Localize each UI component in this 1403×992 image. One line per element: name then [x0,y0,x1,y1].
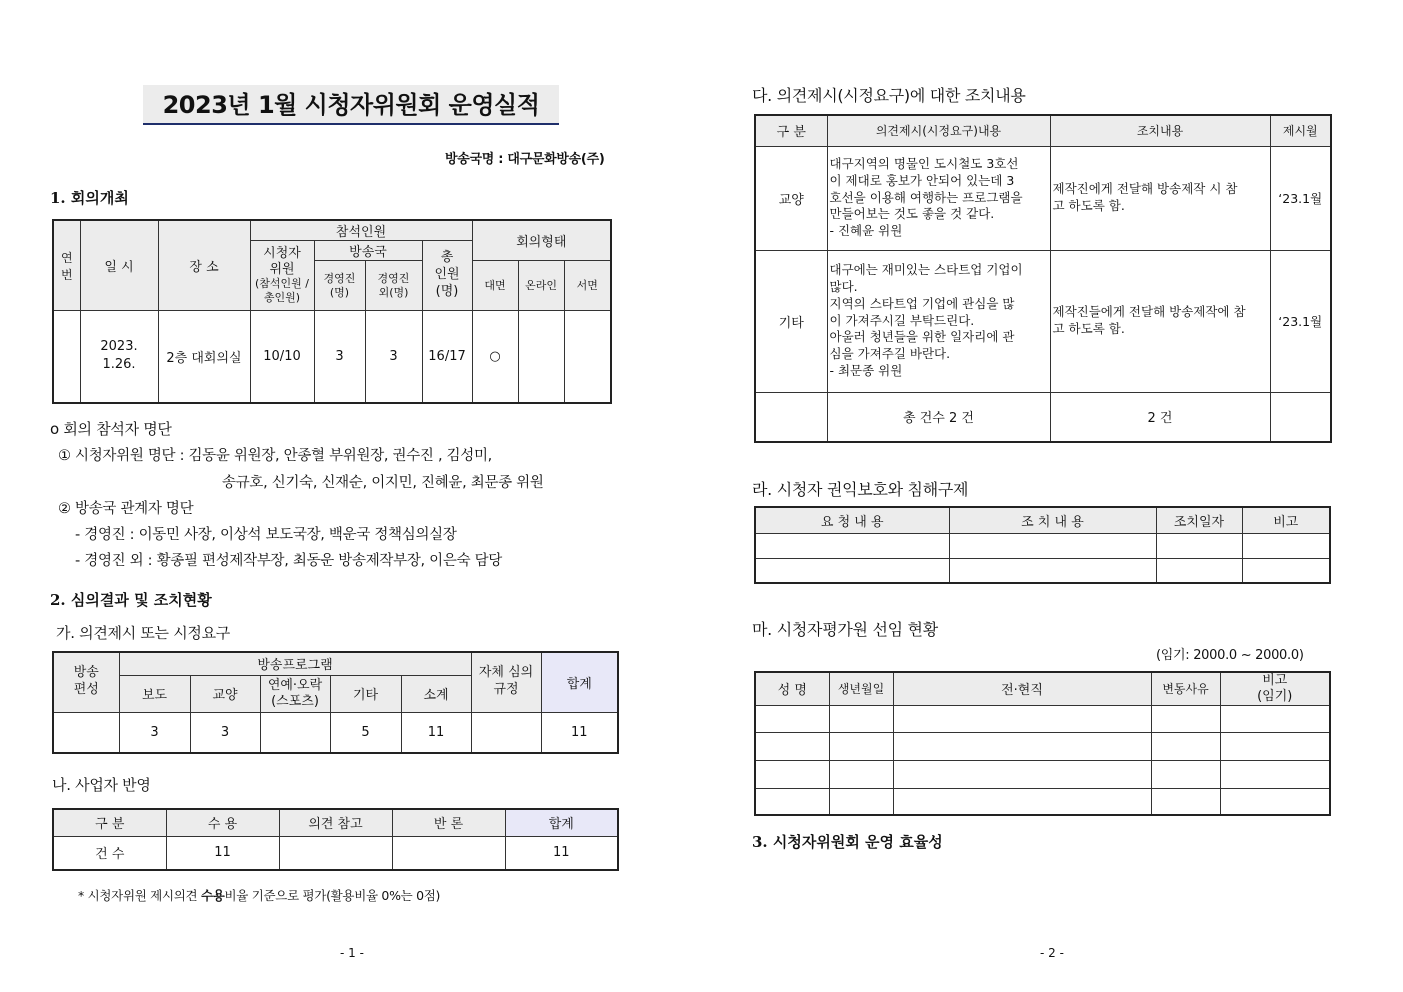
opinion-line: - 진혜윤 위원 [829,223,903,239]
attendees-line-2: 송규호, 신기숙, 신재순, 이지민, 진혜윤, 최문종 위원 [222,475,544,491]
header-accept: 수 용 [166,809,279,836]
page-number: - 1 - [340,946,364,960]
header-name: 성 명 [755,672,829,705]
evaluator-table [754,671,1331,816]
opinion-line: 호선을 이용해 여행하는 프로그램을 [829,189,1023,205]
cell-action [1050,146,1270,250]
header-subtotal: 소계 [401,675,471,712]
section-1-title: 1. 회의개최 [50,189,129,207]
cell-viewer: 10/10 [250,311,314,403]
header-note-sub: (임기) [1257,688,1293,704]
opinion-line: 심을 가져주길 바란다. [829,346,951,362]
cell-empty [1270,392,1331,442]
table-row [755,705,1330,732]
cell-month: ‘23.1월 [1270,250,1331,392]
term-period: (임기: 2000.0 ~ 2000.0) [1156,648,1304,663]
header-note: 비고 [1242,507,1330,533]
cell-no [53,311,80,403]
header-date: 조치일자 [1156,507,1242,533]
action-line: 고 하도록 함. [1052,198,1125,213]
opinion-line: - 최문종 위원 [829,363,903,379]
attendees-title: o 회의 참석자 명단 [50,420,172,438]
cell-nonmgmt: 3 [365,311,422,403]
footnote [78,886,440,904]
cell-reference [279,836,392,870]
header-job: 전·현직 [893,672,1151,705]
header-total: 합계 [541,652,618,712]
cell-date-year: 2023. [100,339,138,355]
action-line: 고 하도록 함. [1052,321,1125,336]
opinion-line: 많다. [829,278,858,294]
header-total: 합계 [505,809,618,836]
table-row [755,732,1330,760]
header-reference: 의견 참고 [279,809,392,836]
opinion-line: 지역의 스타트업 기업에 관심을 많 [829,295,1015,311]
rights-table [754,506,1331,584]
header-entertainment-sub: (스포츠) [271,693,319,709]
cell-culture: 3 [190,712,260,753]
meeting-table [52,219,612,404]
subsection-ga-title: 가. 의견제시 또는 시정요구 [56,624,230,642]
header-meeting-form: 회의형태 [472,220,611,261]
cell-total: 16/17 [422,311,472,403]
header-viewer [250,241,314,311]
cell-date [80,311,158,403]
section-3-title: 3. 시청자위원회 운영 효율성 [752,833,943,851]
opinion-line: 아울러 청년들을 위한 일자리에 관 [829,329,1015,345]
header-date: 일 시 [80,220,158,311]
cell-date-day: 1.26. [102,357,136,373]
opinion-line: 대구에는 재미있는 스타트업 기업이 [829,261,1023,277]
program-table [52,651,619,754]
header-self-review: 자체 심의규정 [471,652,541,712]
attendees-line-1: ① 시청자위원 명단 : 김동윤 위원장, 안종혈 부위원장, 권수진 , 김성미, [58,448,492,464]
cell-opinion [827,250,1050,392]
footnote-post: 비율 기준으로 평가(활용비율 0%는 0점) [224,888,441,903]
header-viewer-sub: (참석인원 /총인원) [255,277,309,305]
footnote-pre: * 시청자위원 제시의견 [78,888,201,903]
cell-news: 3 [119,712,190,753]
attendees-line-5: - 경영진 외 : 황종필 편성제작부장, 최동운 방송제작부장, 이은숙 담당 [75,553,503,569]
cell-empty [755,392,827,442]
cell-class: 기타 [755,250,827,392]
subsection-ma-title: 마. 시청자평가원 선임 현황 [752,620,938,639]
cell-self-review [471,712,541,753]
header-action: 조 치 내 용 [949,507,1156,533]
action-line: 제작진들에게 전달해 방송제작에 참 [1052,304,1246,320]
header-class: 구 분 [755,115,827,146]
header-viewer-label: 시청자 위원 [263,246,301,277]
table-row [755,760,1330,788]
cell-class: 교양 [755,146,827,250]
header-type: 방송 편성 [53,652,119,712]
header-online: 온라인 [518,261,564,311]
header-news: 보도 [119,675,190,712]
action-table [754,114,1332,443]
subsection-na-title: 나. 사업자 반영 [52,776,151,794]
cell-type [53,712,119,753]
header-face: 대면 [472,261,518,311]
cell-face: ○ [472,311,518,403]
reflection-table [52,808,619,871]
cell-accept: 11 [166,836,279,870]
header-program: 방송프로그램 [119,652,471,675]
cell-mgmt: 3 [314,311,365,403]
header-class: 구 분 [53,809,166,836]
cell-written [564,311,611,403]
header-attendance: 참석인원 [250,220,472,241]
cell-total: 11 [541,712,618,753]
table-row [755,146,1331,250]
header-no: 연번 [53,220,80,311]
cell-total-action: 2 건 [1050,392,1270,442]
cell-opinion [827,146,1050,250]
header-change: 변동사유 [1151,672,1220,705]
opinion-line: 이 가져주시길 부탁드린다. [829,312,975,328]
header-nonmgmt: 경영진 외(명) [365,261,422,311]
broadcaster-name: 방송국명 : 대구문화방송(주) [445,152,605,167]
page-2 [700,0,1403,992]
cell-entertainment [260,712,330,753]
cell-subtotal: 11 [401,712,471,753]
header-total: 총 인원 (명) [422,241,472,311]
header-mgmt: 경영진 (명) [314,261,365,311]
table-row [755,558,1330,583]
subsection-da-title: 다. 의견제시(시정요구)에 대한 조치내용 [752,86,1026,105]
footnote-bold: 수용 [200,888,225,903]
cell-count-label: 건 수 [53,836,166,870]
header-written: 서면 [564,261,611,311]
header-month: 제시월 [1270,115,1331,146]
opinion-line: 대구지역의 명물인 도시철도 3호선 [829,155,1019,171]
opinion-line: 만들어보는 것도 좋을 것 같다. [829,206,995,222]
header-entertainment-label: 연예·오락 [267,677,323,693]
section-2-title: 2. 심의결과 및 조치현황 [50,591,212,609]
cell-total-label: 총 건수 2 건 [827,392,1050,442]
page-number: - 2 - [1040,946,1064,960]
header-place: 장 소 [158,220,250,311]
header-opinion: 의견제시(시정요구)내용 [827,115,1050,146]
cell-online [518,311,564,403]
cell-place: 2층 대회의실 [158,311,250,403]
header-entertainment [260,675,330,712]
attendees-line-3: ② 방송국 관계자 명단 [58,501,194,517]
subsection-ra-title: 라. 시청자 권익보호와 침해구제 [752,480,969,499]
cell-action [1050,250,1270,392]
header-station: 방송국 [314,241,422,261]
page-1 [0,0,700,992]
cell-total: 11 [505,836,618,870]
document-title: 2023년 1월 시청자위원회 운영실적 [143,85,559,125]
header-etc: 기타 [330,675,401,712]
cell-rebuttal [392,836,505,870]
header-request: 요 청 내 용 [755,507,949,533]
cell-etc: 5 [330,712,401,753]
header-culture: 교양 [190,675,260,712]
header-note [1220,672,1330,705]
opinion-line: 이 제대로 홍보가 안되어 있는데 3 [829,172,1015,188]
header-rebuttal: 반 론 [392,809,505,836]
header-birth: 생년월일 [829,672,893,705]
table-row [755,250,1331,392]
header-note-label: 비고 [1262,673,1288,689]
cell-month: ‘23.1월 [1270,146,1331,250]
table-row [755,533,1330,558]
attendees-line-4: - 경영진 : 이동민 사장, 이상석 보도국장, 백운국 정책심의실장 [75,527,457,543]
table-row [755,788,1330,815]
header-action: 조치내용 [1050,115,1270,146]
action-line: 제작진에게 전달해 방송제작 시 참 [1052,181,1238,197]
